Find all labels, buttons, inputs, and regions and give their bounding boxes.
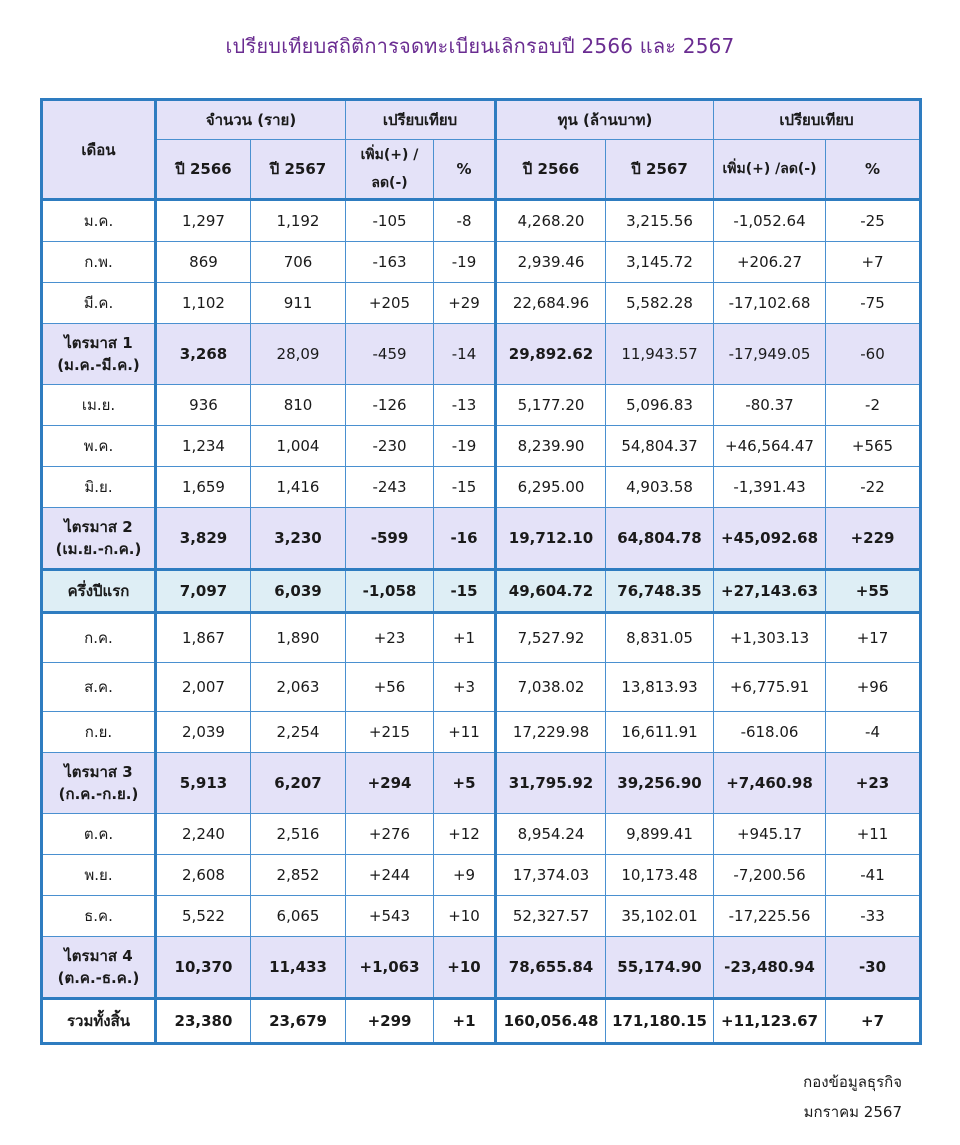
count-2566: 2,007 — [156, 663, 251, 712]
row-label: ก.ค. — [42, 613, 156, 663]
row-label: ไตรมาส 1 (ม.ค.-มี.ค.) — [42, 324, 156, 385]
header-count-change: เพิ่ม(+) /ลด(-) — [346, 140, 434, 200]
capital-2566: 49,604.72 — [496, 570, 606, 613]
header-count-2566: ปี 2566 — [156, 140, 251, 200]
count-change: -163 — [346, 242, 434, 283]
capital-2567: 3,145.72 — [606, 242, 714, 283]
capital-percent: -4 — [826, 712, 921, 753]
count-change: +23 — [346, 613, 434, 663]
row-label: มี.ค. — [42, 283, 156, 324]
header-count-group: จำนวน (ราย) — [156, 100, 346, 140]
count-percent: +12 — [434, 814, 496, 855]
count-change: +543 — [346, 896, 434, 937]
count-2566: 10,370 — [156, 937, 251, 999]
footer-department: กองข้อมูลธุรกิจ — [803, 1073, 902, 1091]
capital-change: -1,391.43 — [714, 467, 826, 508]
count-2566: 1,234 — [156, 426, 251, 467]
count-2567: 911 — [251, 283, 346, 324]
table-row — [42, 467, 921, 508]
capital-percent: +17 — [826, 613, 921, 663]
count-percent: -8 — [434, 200, 496, 242]
capital-2566: 52,327.57 — [496, 896, 606, 937]
table-row — [42, 242, 921, 283]
count-percent: -13 — [434, 385, 496, 426]
capital-change: -17,949.05 — [714, 324, 826, 385]
count-2567: 6,207 — [251, 753, 346, 814]
header-capital-2567: ปี 2567 — [606, 140, 714, 200]
count-percent: -15 — [434, 467, 496, 508]
count-change: -105 — [346, 200, 434, 242]
quarter-row — [42, 508, 921, 570]
capital-2567: 4,903.58 — [606, 467, 714, 508]
count-percent: +10 — [434, 896, 496, 937]
capital-change: +46,564.47 — [714, 426, 826, 467]
count-change: +56 — [346, 663, 434, 712]
row-label: ครึ่งปีแรก — [42, 570, 156, 613]
count-percent: -19 — [434, 242, 496, 283]
row-label: ธ.ค. — [42, 896, 156, 937]
capital-2566: 17,374.03 — [496, 855, 606, 896]
count-2566: 1,297 — [156, 200, 251, 242]
count-change: +276 — [346, 814, 434, 855]
capital-change: -7,200.56 — [714, 855, 826, 896]
count-percent: -16 — [434, 508, 496, 570]
row-label: ไตรมาส 4 (ต.ค.-ธ.ค.) — [42, 937, 156, 999]
row-label: ส.ค. — [42, 663, 156, 712]
table-row — [42, 426, 921, 467]
count-2567: 1,890 — [251, 613, 346, 663]
capital-2567: 3,215.56 — [606, 200, 714, 242]
count-2566: 3,268 — [156, 324, 251, 385]
capital-2567: 64,804.78 — [606, 508, 714, 570]
capital-2566: 5,177.20 — [496, 385, 606, 426]
capital-2566: 7,527.92 — [496, 613, 606, 663]
count-change: +294 — [346, 753, 434, 814]
count-change: -243 — [346, 467, 434, 508]
capital-percent: -30 — [826, 937, 921, 999]
count-2567: 28,09 — [251, 324, 346, 385]
count-2566: 936 — [156, 385, 251, 426]
capital-change: -17,225.56 — [714, 896, 826, 937]
count-2567: 2,063 — [251, 663, 346, 712]
table-row — [42, 613, 921, 663]
count-percent: +10 — [434, 937, 496, 999]
count-percent: -19 — [434, 426, 496, 467]
count-change: +205 — [346, 283, 434, 324]
row-label: ก.พ. — [42, 242, 156, 283]
capital-2566: 78,655.84 — [496, 937, 606, 999]
capital-2566: 8,954.24 — [496, 814, 606, 855]
capital-2567: 16,611.91 — [606, 712, 714, 753]
header-capital-2566: ปี 2566 — [496, 140, 606, 200]
capital-2567: 9,899.41 — [606, 814, 714, 855]
count-2566: 2,608 — [156, 855, 251, 896]
count-percent: -14 — [434, 324, 496, 385]
capital-2566: 6,295.00 — [496, 467, 606, 508]
count-change: +215 — [346, 712, 434, 753]
capital-change: +1,303.13 — [714, 613, 826, 663]
count-2566: 5,522 — [156, 896, 251, 937]
quarter-row — [42, 937, 921, 999]
header-capital-group: ทุน (ล้านบาท) — [496, 100, 714, 140]
count-2567: 810 — [251, 385, 346, 426]
capital-change: +27,143.63 — [714, 570, 826, 613]
capital-2567: 5,096.83 — [606, 385, 714, 426]
count-percent: +1 — [434, 613, 496, 663]
capital-change: -80.37 — [714, 385, 826, 426]
count-2567: 2,254 — [251, 712, 346, 753]
capital-change: +945.17 — [714, 814, 826, 855]
capital-2567: 5,582.28 — [606, 283, 714, 324]
count-2567: 2,516 — [251, 814, 346, 855]
capital-percent: +7 — [826, 242, 921, 283]
count-percent: -15 — [434, 570, 496, 613]
count-2567: 1,004 — [251, 426, 346, 467]
capital-2567: 13,813.93 — [606, 663, 714, 712]
capital-percent: -33 — [826, 896, 921, 937]
capital-change: -618.06 — [714, 712, 826, 753]
count-2567: 706 — [251, 242, 346, 283]
statistics-table — [40, 98, 922, 1045]
count-2566: 1,659 — [156, 467, 251, 508]
row-label: มิ.ย. — [42, 467, 156, 508]
count-2567: 3,230 — [251, 508, 346, 570]
capital-percent: +96 — [826, 663, 921, 712]
capital-2567: 35,102.01 — [606, 896, 714, 937]
capital-percent: +7 — [826, 999, 921, 1044]
count-2566: 5,913 — [156, 753, 251, 814]
capital-2567: 10,173.48 — [606, 855, 714, 896]
capital-change: -1,052.64 — [714, 200, 826, 242]
table-row — [42, 200, 921, 242]
capital-percent: +55 — [826, 570, 921, 613]
count-2567: 11,433 — [251, 937, 346, 999]
quarter-row — [42, 324, 921, 385]
capital-2567: 8,831.05 — [606, 613, 714, 663]
count-2566: 1,867 — [156, 613, 251, 663]
capital-2566: 17,229.98 — [496, 712, 606, 753]
count-2566: 3,829 — [156, 508, 251, 570]
row-label: รวมทั้งสิ้น — [42, 999, 156, 1044]
header-count-2567: ปี 2567 — [251, 140, 346, 200]
capital-change: +7,460.98 — [714, 753, 826, 814]
count-2566: 869 — [156, 242, 251, 283]
quarter-row — [42, 753, 921, 814]
half-year-row — [42, 570, 921, 613]
capital-percent: -2 — [826, 385, 921, 426]
capital-percent: -75 — [826, 283, 921, 324]
count-change: -230 — [346, 426, 434, 467]
capital-change: +45,092.68 — [714, 508, 826, 570]
count-percent: +1 — [434, 999, 496, 1044]
capital-change: +6,775.91 — [714, 663, 826, 712]
count-percent: +29 — [434, 283, 496, 324]
count-2566: 2,240 — [156, 814, 251, 855]
capital-2566: 19,712.10 — [496, 508, 606, 570]
table-row — [42, 385, 921, 426]
table-row — [42, 896, 921, 937]
count-2566: 23,380 — [156, 999, 251, 1044]
row-label: ก.ย. — [42, 712, 156, 753]
capital-2566: 4,268.20 — [496, 200, 606, 242]
count-2567: 1,416 — [251, 467, 346, 508]
page-title: เปรียบเทียบสถิติการจดทะเบียนเลิกรอบปี 2566 และ 2567 — [225, 34, 735, 58]
capital-2566: 31,795.92 — [496, 753, 606, 814]
capital-percent: +229 — [826, 508, 921, 570]
header-count-compare: เปรียบเทียบ — [346, 100, 496, 140]
count-change: -599 — [346, 508, 434, 570]
count-percent: +3 — [434, 663, 496, 712]
header-capital-percent: % — [826, 140, 921, 200]
capital-percent: +11 — [826, 814, 921, 855]
table-row — [42, 283, 921, 324]
row-label: พ.ค. — [42, 426, 156, 467]
header-capital-compare: เปรียบเทียบ — [714, 100, 921, 140]
table-row — [42, 712, 921, 753]
capital-2567: 54,804.37 — [606, 426, 714, 467]
capital-percent: -60 — [826, 324, 921, 385]
capital-2566: 7,038.02 — [496, 663, 606, 712]
row-label: ต.ค. — [42, 814, 156, 855]
footer-date: มกราคม 2567 — [803, 1103, 902, 1121]
header-capital-change: เพิ่ม(+) /ลด(-) — [714, 140, 826, 200]
count-2566: 1,102 — [156, 283, 251, 324]
capital-change: +206.27 — [714, 242, 826, 283]
count-change: -1,058 — [346, 570, 434, 613]
table-row — [42, 814, 921, 855]
count-2566: 7,097 — [156, 570, 251, 613]
capital-2567: 55,174.90 — [606, 937, 714, 999]
header-month: เดือน — [42, 100, 156, 200]
count-change: -126 — [346, 385, 434, 426]
capital-percent: -25 — [826, 200, 921, 242]
capital-2567: 11,943.57 — [606, 324, 714, 385]
row-label: พ.ย. — [42, 855, 156, 896]
capital-percent: +23 — [826, 753, 921, 814]
count-percent: +11 — [434, 712, 496, 753]
capital-2566: 2,939.46 — [496, 242, 606, 283]
row-label: ไตรมาส 2 (เม.ย.-ก.ค.) — [42, 508, 156, 570]
capital-2566: 22,684.96 — [496, 283, 606, 324]
count-percent: +9 — [434, 855, 496, 896]
count-2567: 6,065 — [251, 896, 346, 937]
table-row — [42, 855, 921, 896]
row-label: เม.ย. — [42, 385, 156, 426]
capital-2566: 29,892.62 — [496, 324, 606, 385]
capital-change: -17,102.68 — [714, 283, 826, 324]
capital-2567: 171,180.15 — [606, 999, 714, 1044]
row-label: ไตรมาส 3 (ก.ค.-ก.ย.) — [42, 753, 156, 814]
header-count-percent: % — [434, 140, 496, 200]
count-change: -459 — [346, 324, 434, 385]
capital-percent: -41 — [826, 855, 921, 896]
capital-2566: 8,239.90 — [496, 426, 606, 467]
capital-percent: +565 — [826, 426, 921, 467]
capital-change: -23,480.94 — [714, 937, 826, 999]
count-percent: +5 — [434, 753, 496, 814]
capital-2567: 39,256.90 — [606, 753, 714, 814]
capital-2567: 76,748.35 — [606, 570, 714, 613]
capital-percent: -22 — [826, 467, 921, 508]
count-2567: 2,852 — [251, 855, 346, 896]
row-label: ม.ค. — [42, 200, 156, 242]
count-2566: 2,039 — [156, 712, 251, 753]
count-2567: 1,192 — [251, 200, 346, 242]
count-2567: 23,679 — [251, 999, 346, 1044]
total-row — [42, 999, 921, 1044]
capital-change: +11,123.67 — [714, 999, 826, 1044]
count-change: +299 — [346, 999, 434, 1044]
capital-2566: 160,056.48 — [496, 999, 606, 1044]
count-2567: 6,039 — [251, 570, 346, 613]
table-row — [42, 663, 921, 712]
count-change: +1,063 — [346, 937, 434, 999]
count-change: +244 — [346, 855, 434, 896]
